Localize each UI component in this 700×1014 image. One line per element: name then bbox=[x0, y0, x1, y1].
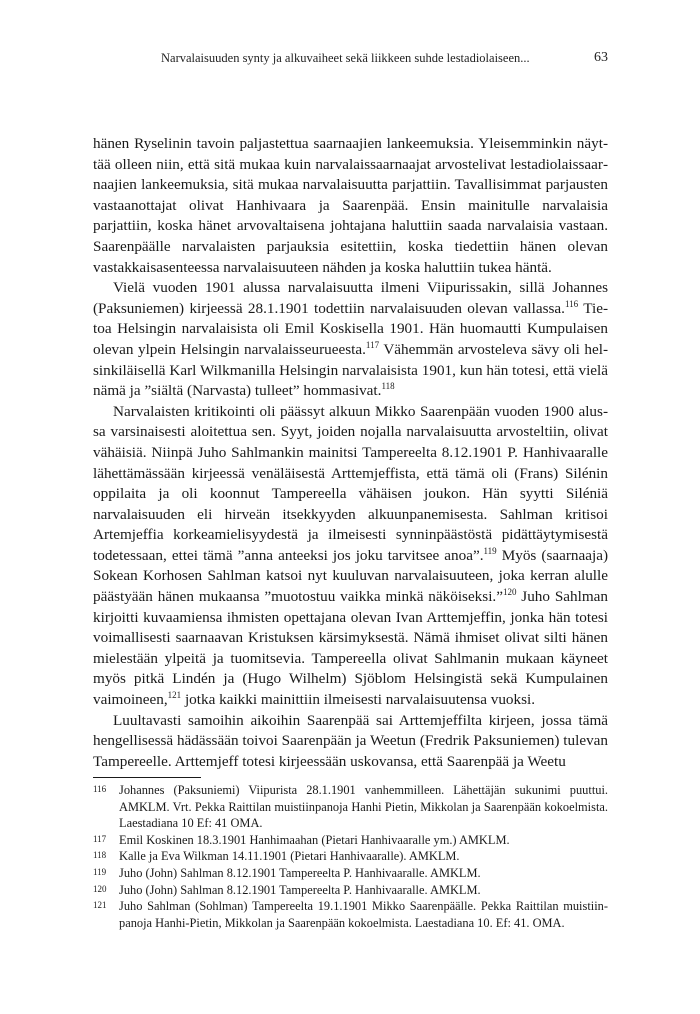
page-number: 63 bbox=[594, 50, 608, 65]
footnote-ref[interactable]: 118 bbox=[381, 381, 395, 392]
paragraph-text: Narvalaisten kritikointi oli päässyt alkuun Mikko Saarenpään vuoden 1900 alussa varsinaisesti aloitettua sen. Syyt, joiden nojalla narvalaisuutta arvosteltiin, olivat vähäisiä. Niinpä Juho Sahlmankin mainitsi Tampereelta 8.12.1901 P. Hanhivaaralle lähettämässään kirjeessä venäläisestä Arttemjeffista, että tämä oli (Frans) Silénin oppilaita ja oli koonnut Tampereella vähäisen joukon. Hän syytti Siléniä narvalaisuuden eli hirveän itsekkyyden alkuunpanemisesta. Sahlman kritisoi Artemjeffia korkeamielisyydestä ja ilmeisesti synninpäästöstä pidättäytymisestä todetessaan, ettei tämä ”anna anteeksi jos joku tarvitsee anoa”. bbox=[93, 402, 608, 564]
footnote-number: 116 bbox=[93, 784, 107, 794]
paragraph-text: Luultavasti samoihin aikoihin Saarenpää sai Arttemjeffilta kirjeen, jossa tämä hengellisessä hädässään toivoi Saarenpään ja Weetun (Fredrik Paksuniemen) tulevan Tampereelle. Arttemjeff totesi kirjeessään uskovansa, että Saarenpää ja Weetu bbox=[93, 711, 608, 770]
footnote bbox=[93, 865, 608, 882]
footnote-ref[interactable]: 119 bbox=[483, 545, 497, 556]
footnotes bbox=[93, 782, 608, 931]
paragraph-text: Tietoa Helsingin narvalaisista oli Emil Koskisella 1901. Hän huomautti Kumpulaisen olevan ylpein Helsingin narvalaisseurueesta. bbox=[93, 299, 608, 358]
footnote bbox=[93, 898, 608, 931]
footnote-number: 119 bbox=[93, 866, 107, 877]
paragraph-text: jotka kaikki mainittiin ilmeisesti narvalaisuutensa vuoksi. bbox=[181, 691, 536, 709]
footnote bbox=[93, 848, 608, 865]
paragraph bbox=[93, 402, 608, 711]
footnote-text: Juho (John) Sahlman 8.12.1901 Tampereelta P. Hanhivaaralle. AMKLM. bbox=[119, 865, 481, 880]
footnote-text: Emil Koskinen 18.3.1901 Hanhimaahan (Pietari Hanhivaaralle ym.) AMKLM. bbox=[119, 832, 510, 847]
running-title: Narvalaisuuden synty ja alkuvaiheet sekä liikkeen suhde lestadiolaiseen... bbox=[161, 51, 530, 65]
footnote-separator bbox=[93, 777, 201, 778]
paragraph-text: Juho Sahlman kirjoitti kuvaamiensa ihmisten opettajana olevan Ivan Arttemjeffin, jonka hän totesi voimallisesti saarnaavan Kristuksen kärsimyksestä. Nämä ihmiset olivat silti hänen mielestään ylpeitä ja tuomitsevia. Tampereella olivat Sahlmanin mukaan käyneet myös pitkä Lindén ja (Hugo Wilhelm) Sjöblom Helsingistä sekä Kumpulainen vaimoineen, bbox=[93, 588, 608, 709]
footnote-text: Juho Sahlman (Sohlman) Tampereelta 19.1.1901 Mikko Saarenpäälle. Pekka Raittilan muistiinpanoja Hanhi-Pietin, Mikkolan ja Saarenpään kokoelmista. Laestadiana 10. Ef: 41. OMA. bbox=[119, 899, 608, 930]
paragraph-text: hänen Ryselinin tavoin paljastettua saarnaajien lankeemuksia. Yleisemminkin näyttää olleen niin, että sitä mukaa kuin narvalaissaarnaajat arvostelivat lestadiolaissaarnaajien lankeemuksia, sitä mukaa narvalaisuutta parjattiin. Tavallisimmat parjausten vastaanottajat olivat Hanhivaara ja Saarenpää. Ensin mainitulle narvalaisia parjattiin, koska hänet arvovaltaisena johtajana haluttiin saada narvalaisia vastaan. Saarenpäälle narvalaisten parjauksia esitettiin, koska tiedettiin hänen olevan vastakkaisasenteessa narvalaisuuteen nähden ja koska haluttiin tukea häntä. bbox=[93, 135, 608, 276]
footnote bbox=[93, 882, 608, 899]
footnote bbox=[93, 782, 608, 832]
footnote-ref[interactable]: 116 bbox=[564, 298, 579, 309]
body-text bbox=[93, 134, 608, 772]
paragraph-text: Vielä vuoden 1901 alussa narvalaisuutta ilmeni Viipurissakin, sillä Johannes (Paksuniemen) kirjeessä 28.1.1901 todettiin narvalaisuuden olevan vallassa. bbox=[93, 279, 608, 317]
paragraph bbox=[93, 134, 608, 278]
paragraph bbox=[93, 711, 608, 773]
footnote-number: 118 bbox=[93, 850, 107, 861]
footnote-ref[interactable]: 120 bbox=[502, 587, 517, 597]
footnote-number: 120 bbox=[93, 883, 107, 894]
footnote-ref[interactable]: 117 bbox=[365, 339, 380, 350]
paragraph-text: Myös (saarnaaja) Sokean Korhosen Sahlman katsoi nyt kuuluvan narvalaisuuteen, joka kerran alulle päästyään hänen mukaansa ”muotostuu vaikka minkä näköiseksi.” bbox=[93, 546, 608, 606]
footnote-ref[interactable]: 121 bbox=[167, 689, 182, 700]
footnote-text: Kalle ja Eva Wilkman 14.11.1901 (Pietari Hanhivaaralle). AMKLM. bbox=[119, 849, 460, 864]
paragraph-text: Vähemmän arvosteleva sävy oli helsinkiläisellä Karl Wilkmanilla Helsingin narvalaisista 1901, kun hän totesi, että vielä nämä ja ”siältä (Narvasta) tulleet” hommasivat. bbox=[93, 340, 608, 400]
footnote-number: 121 bbox=[93, 900, 107, 911]
footnote-text: Juho (John) Sahlman 8.12.1901 Tampereelta P. Hanhivaaralle. AMKLM. bbox=[119, 882, 481, 897]
footnote-text: Johannes (Paksuniemi) Viipurista 28.1.1901 vanhemmilleen. Lähettäjän sukunimi puuttui. AMKLM. Vrt. Pekka Raittilan muistiinpanoja Hanhi Pietin, Mikkolan ja Saarenpään kokoelmista. Laestadiana 10 Ef: 41 OMA. bbox=[119, 783, 608, 831]
footnote bbox=[93, 832, 608, 849]
paragraph bbox=[93, 278, 608, 402]
footnote-number: 117 bbox=[93, 833, 107, 844]
